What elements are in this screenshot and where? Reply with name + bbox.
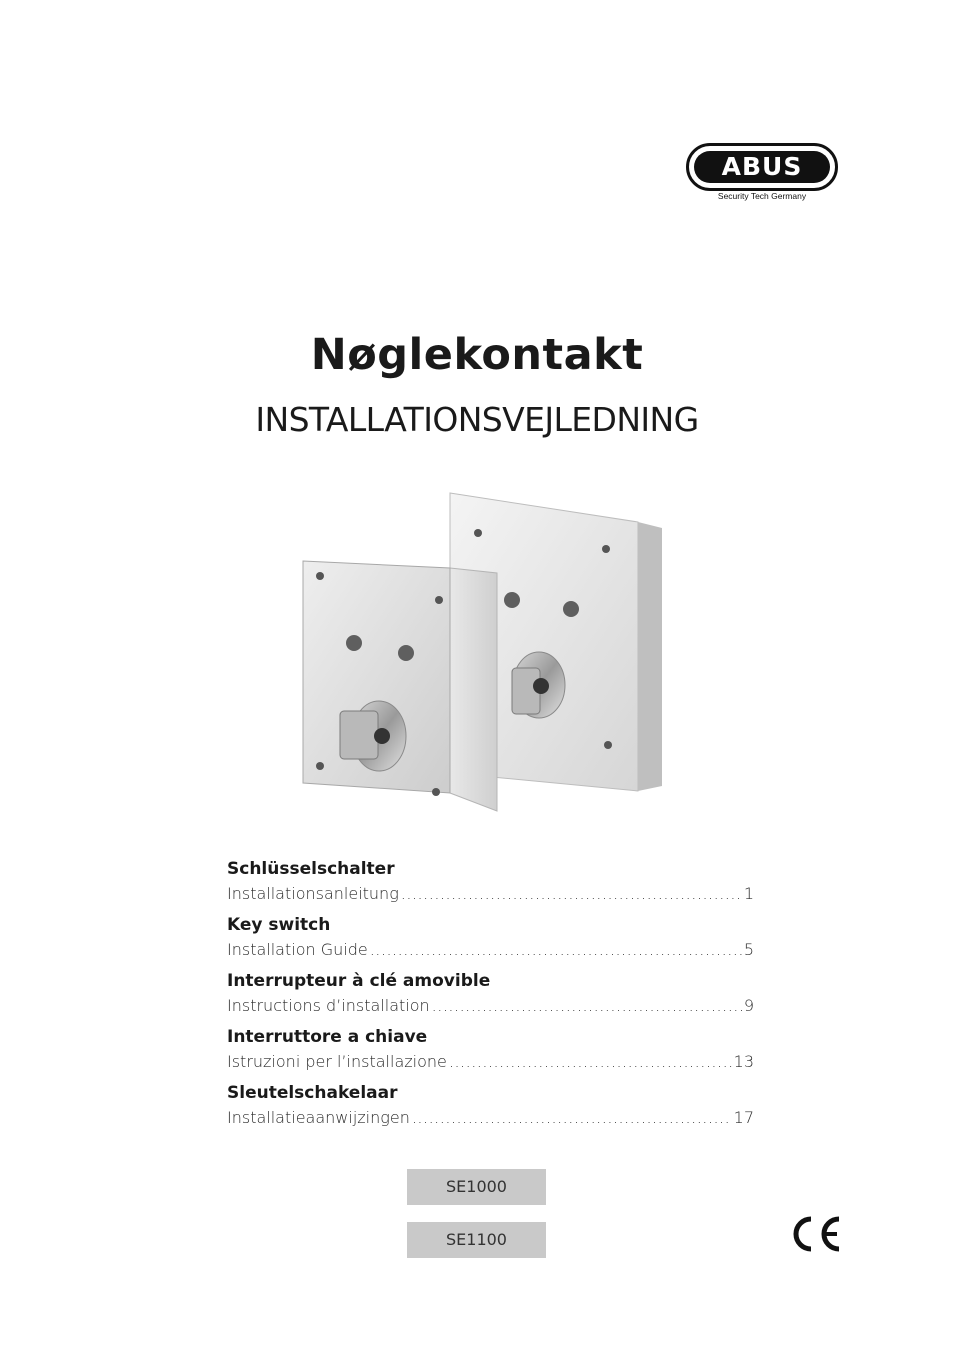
toc-label: Installatieaanwijzingen [227,1108,410,1127]
toc-entry[interactable] [227,856,754,912]
toc-label: Instructions d’installation [227,996,430,1015]
logo-brand: ABUS [694,151,830,183]
toc-page: 1 [743,884,754,903]
toc-heading: Schlüsselschalter [227,859,395,879]
table-of-contents [227,856,754,1136]
toc-label: Installationsanleitung [227,884,399,903]
toc-heading: Interrupteur à clé amovible [227,971,491,991]
toc-line [227,1049,754,1075]
document-subtitle: INSTALLATIONSVEJLEDNING [255,400,699,439]
toc-heading: Interruttore a chiave [227,1027,428,1047]
toc-leader [449,1049,732,1075]
abus-logo [686,143,838,203]
toc-page: 9 [743,996,754,1015]
toc-line [227,937,754,963]
toc-heading: Sleutelschakelaar [227,1083,398,1103]
ce-mark-icon [789,1214,843,1254]
toc-line [227,993,754,1019]
product-photo [290,488,670,818]
toc-heading: Key switch [227,915,331,935]
document-title: Nøglekontakt [310,330,644,380]
toc-entry[interactable] [227,968,754,1024]
logo-badge [686,143,838,191]
toc-label: Istruzioni per l’installazione [227,1052,447,1071]
toc-leader [401,881,742,907]
toc-line [227,1105,754,1131]
toc-leader [432,993,742,1019]
toc-leader [412,1105,732,1131]
toc-page: 5 [743,940,754,959]
toc-line [227,881,754,907]
toc-entry[interactable] [227,912,754,968]
toc-page: 13 [733,1052,754,1071]
toc-entry[interactable] [227,1080,754,1136]
toc-leader [370,937,742,963]
toc-label: Installation Guide [227,940,368,959]
model-label: SE1000 [407,1169,546,1205]
toc-entry[interactable] [227,1024,754,1080]
model-label: SE1100 [407,1222,546,1258]
toc-page: 17 [733,1108,754,1127]
logo-tagline: Security Tech Germany [717,191,807,201]
